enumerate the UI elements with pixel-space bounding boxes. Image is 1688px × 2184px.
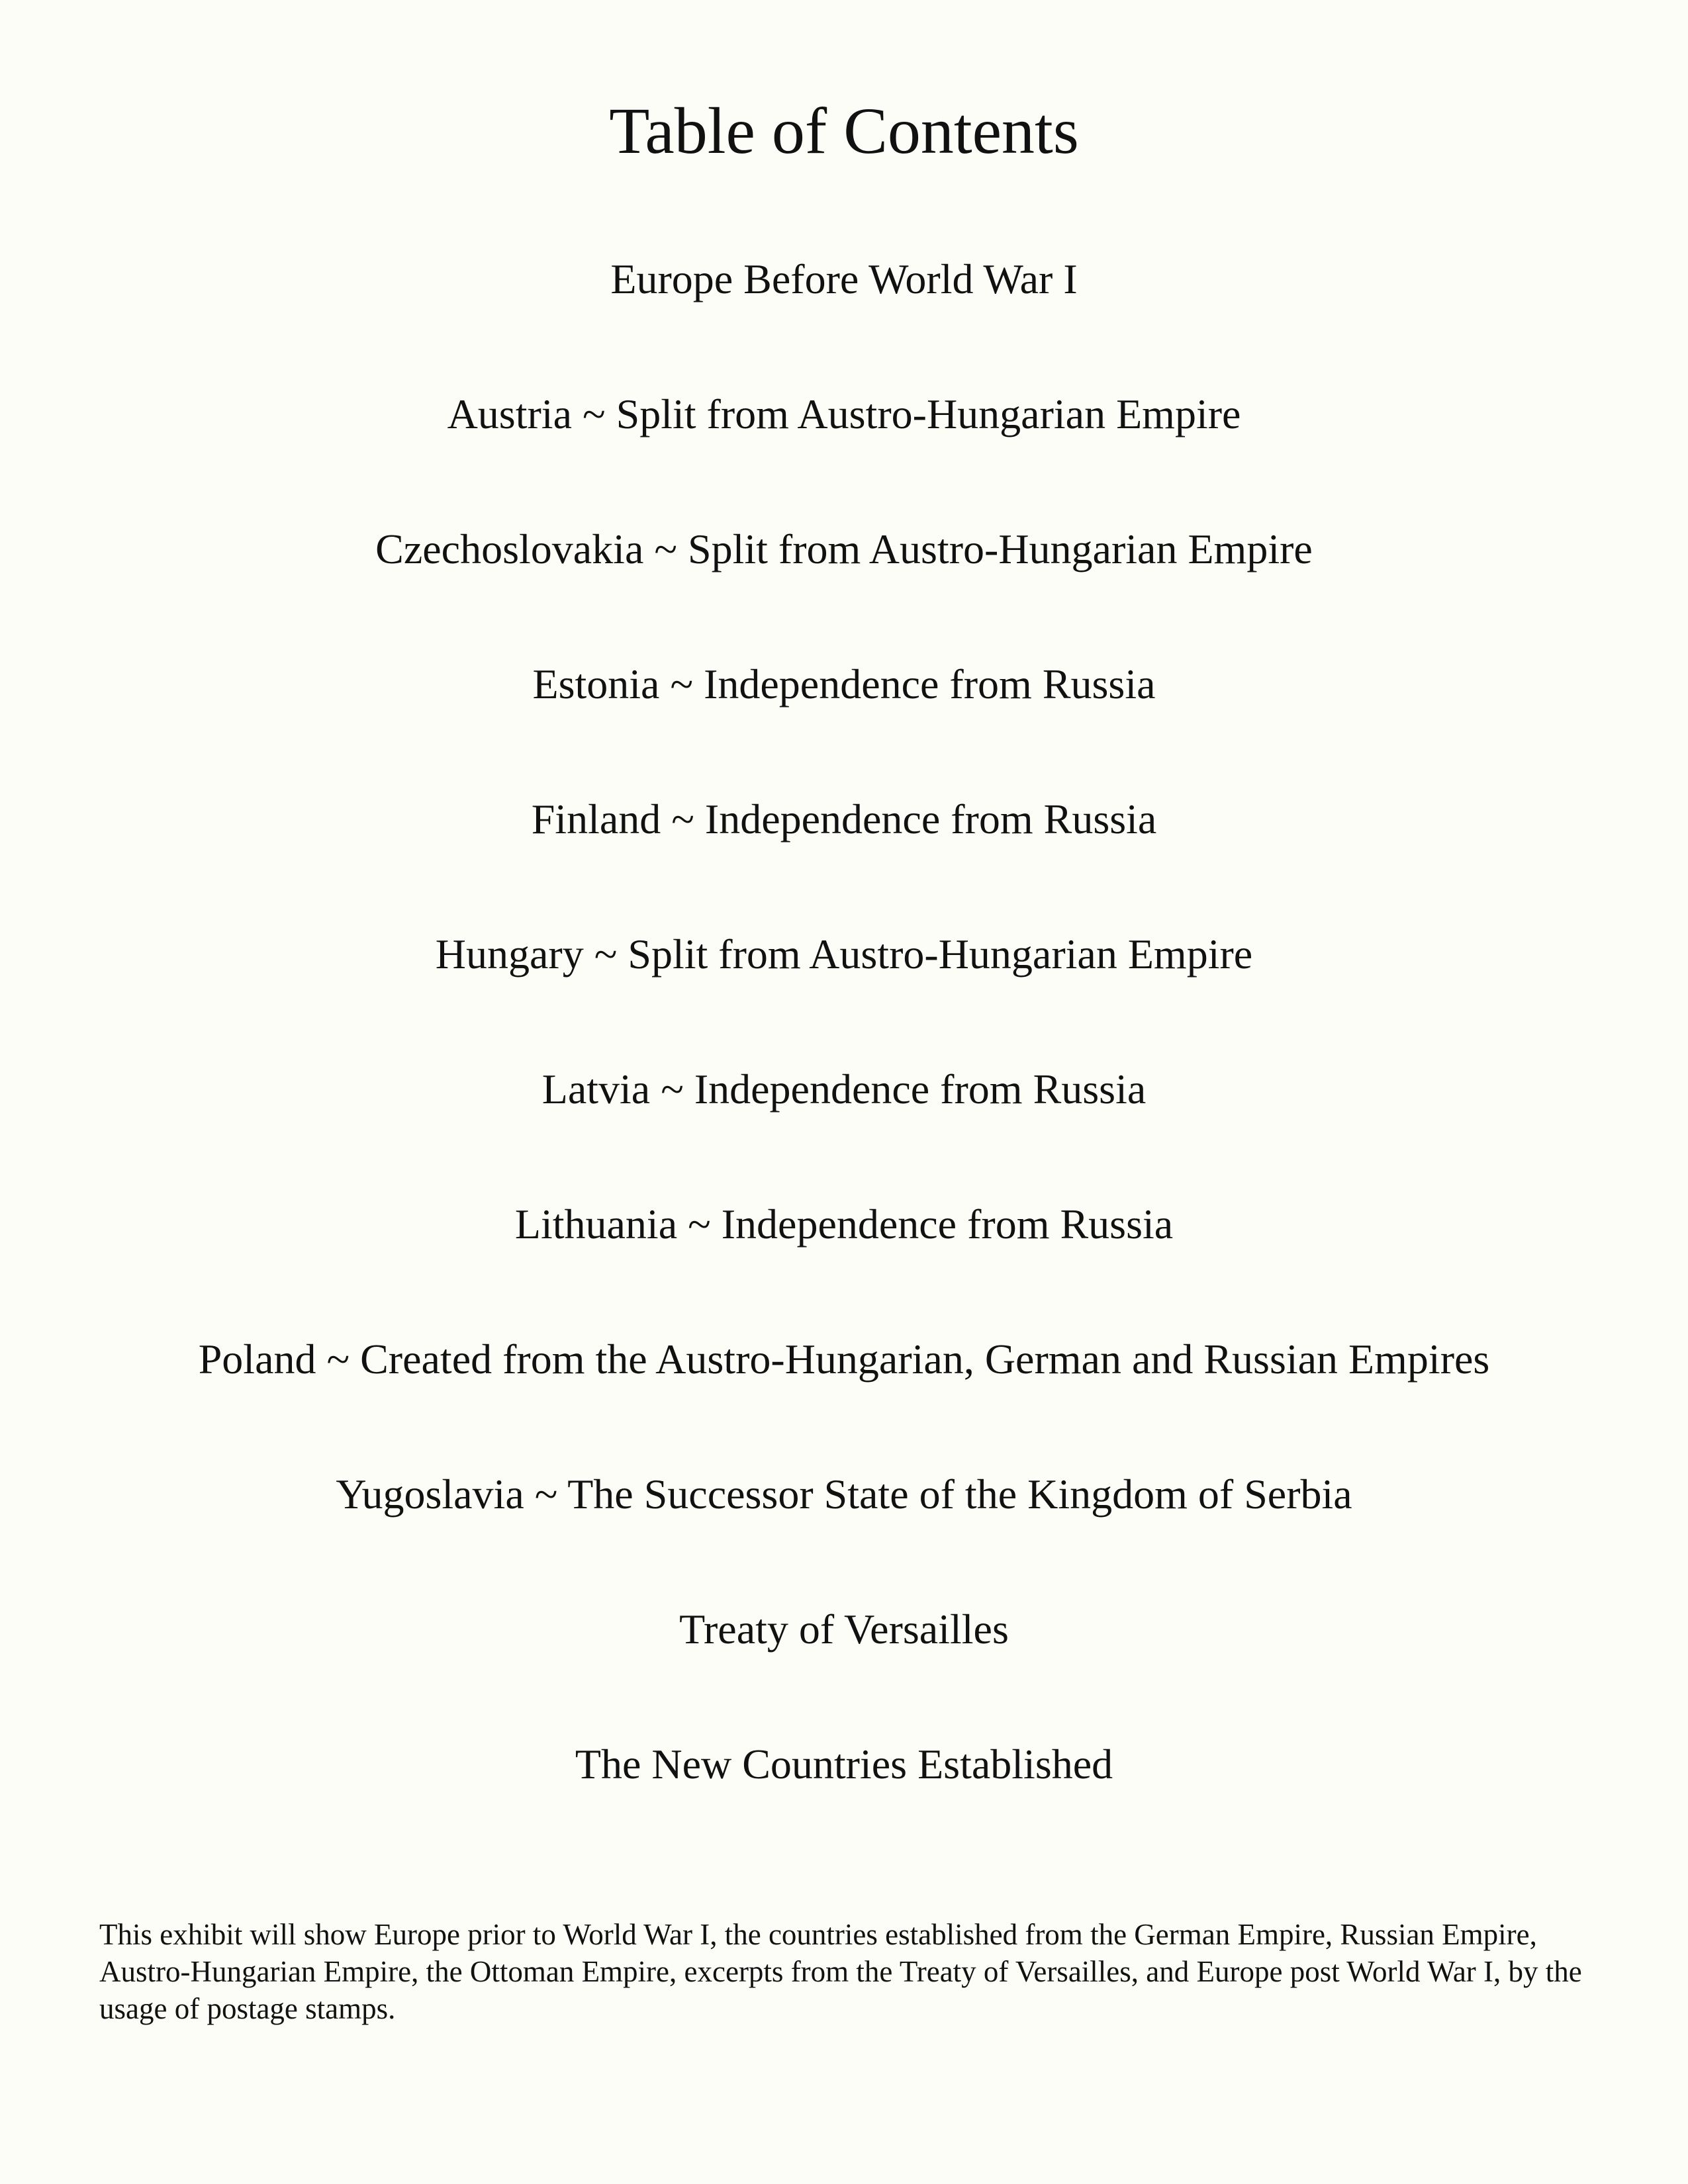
toc-entry-yugoslavia: Yugoslavia ~ The Successor State of the Kingdom of Serbia [336,1471,1352,1518]
exhibit-description: This exhibit will show Europe prior to World War I, the countries established from the German Empire, Russian Empire, Austro-Hungarian Empire, the Ottoman Empire, excerpts from the Treaty of Versailles, and Europe post World War I, by the usage of postage stamps. [99,1918,1582,2025]
toc-entry-latvia: Latvia ~ Independence from Russia [541,1066,1147,1113]
toc-entry-treaty-of-versailles: Treaty of Versailles [679,1606,1009,1653]
toc-entry-estonia: Estonia ~ Independence from Russia [532,660,1156,707]
toc-entry-new-countries: The New Countries Established [575,1741,1113,1788]
toc-entry-czechoslovakia: Czechoslovakia ~ Split from Austro-Hungarian Empire [375,525,1313,572]
toc-entry-hungary: Hungary ~ Split from Austro-Hungarian Empire [435,931,1253,978]
toc-entry-austria: Austria ~ Split from Austro-Hungarian Empire [447,390,1241,437]
toc-entry-lithuania: Lithuania ~ Independence from Russia [514,1201,1174,1248]
page-title: Table of Contents [609,94,1079,167]
toc-entry-europe-before-ww1: Europe Before World War I [610,255,1078,302]
table-of-contents-list [0,246,1688,1866]
toc-entry-poland: Poland ~ Created from the Austro-Hungarian, German and Russian Empires [198,1336,1490,1383]
toc-entry-finland: Finland ~ Independence from Russia [531,796,1157,842]
